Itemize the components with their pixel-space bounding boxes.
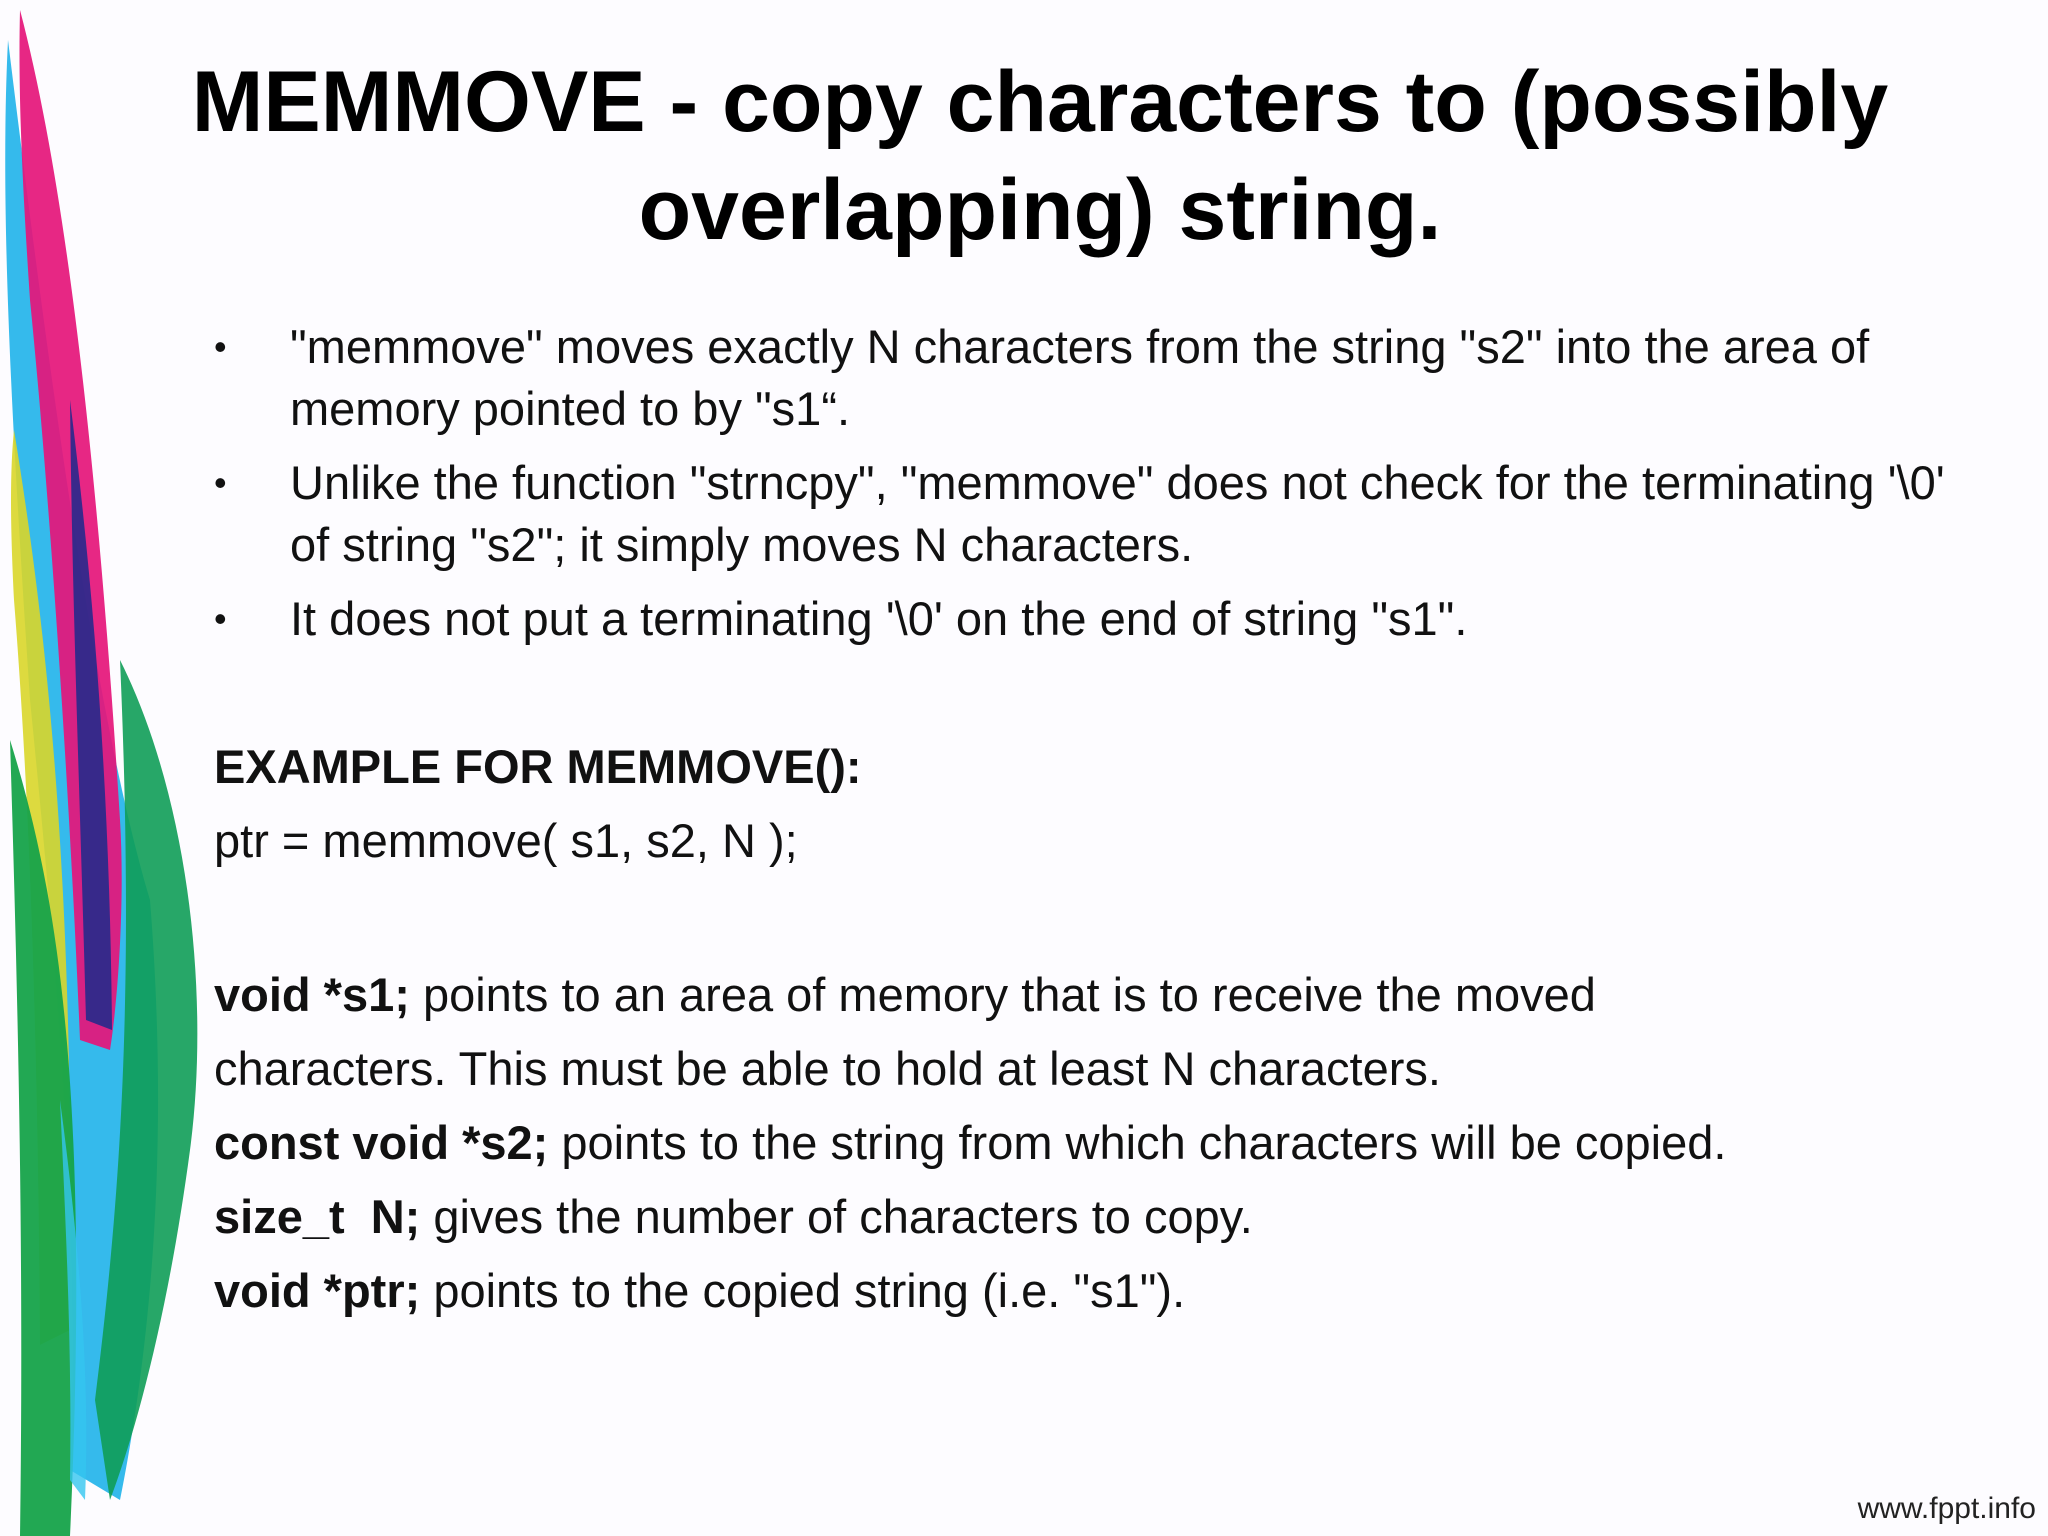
param-n-desc: gives the number of characters to copy. (420, 1190, 1253, 1243)
bullet-item (210, 588, 1970, 650)
param-ptr-line (214, 1254, 1974, 1328)
bullet-text: It does not put a terminating '\0' on the end of string "s1". (290, 592, 1468, 645)
param-s1-line (214, 958, 1974, 1032)
param-ptr-label: void *ptr; (214, 1264, 421, 1317)
param-s1-desc: points to an area of memory that is to receive the moved (409, 968, 1596, 1021)
bullet-text: "memmove" moves exactly N characters from the string "s2" into the area of memory pointed to by "s1“. (290, 320, 1870, 435)
slide-title: MEMMOVE - copy characters to (possibly overlapping) string. (191, 54, 1889, 258)
parameter-descriptions (214, 958, 1974, 1328)
bullet-list (210, 316, 1970, 662)
example-code: ptr = memmove( s1, s2, N ); (214, 814, 798, 867)
param-s2-line (214, 1106, 1974, 1180)
param-n-label: size_t N; (214, 1190, 421, 1243)
example-section (214, 736, 1974, 872)
bullet-item (210, 316, 1970, 440)
param-s1-desc-cont: characters. This must be able to hold at least N characters. (214, 1042, 1441, 1095)
param-s1-label: void *s1; (214, 968, 410, 1021)
param-s2-label: const void *s2; (214, 1116, 549, 1169)
bullet-item (210, 452, 1970, 576)
param-n-line (214, 1180, 1974, 1254)
param-s1-line-continued (214, 1032, 1974, 1106)
param-s2-desc: points to the string from which characters will be copied. (548, 1116, 1727, 1169)
bullet-marker: • (214, 326, 227, 367)
param-ptr-desc: points to the copied string (i.e. "s1"). (420, 1264, 1186, 1317)
bullet-marker: • (214, 598, 227, 639)
bullet-text: Unlike the function "strncpy", "memmove" does not check for the terminating '\0' of string "s2"; it simply moves N characters. (290, 456, 1945, 571)
example-heading: EXAMPLE FOR MEMMOVE(): (214, 740, 862, 793)
bullet-marker: • (214, 462, 227, 503)
footer-watermark: www.fppt.info (1857, 1492, 2036, 1525)
